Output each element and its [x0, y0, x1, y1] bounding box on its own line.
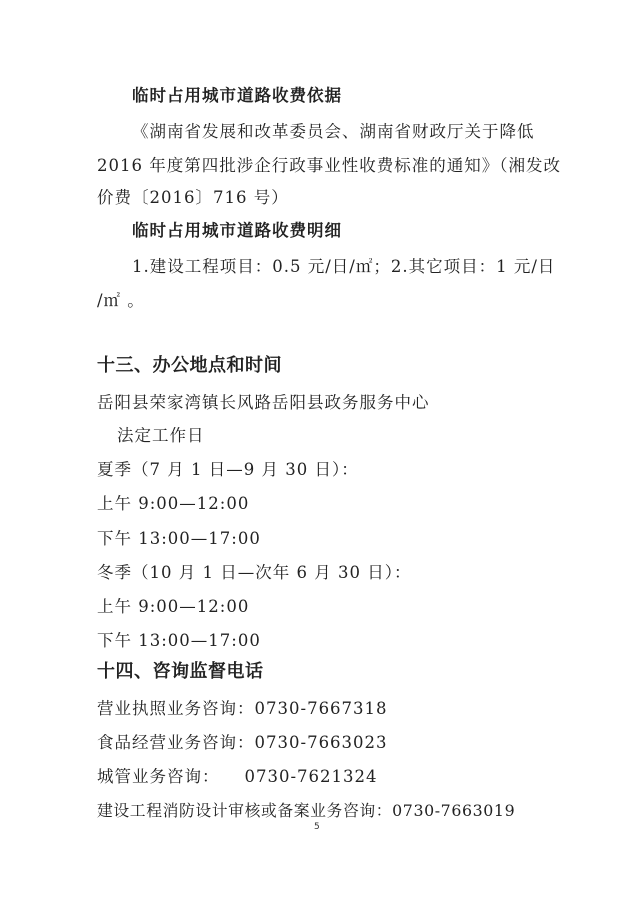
fee-basis-text-line3: 价费〔2016〕716 号）: [97, 188, 289, 207]
fee-basis-text-line2: 2016 年度第四批涉企行政事业性收费标准的通知》（湘发改: [97, 156, 561, 175]
office-section-heading: 十三、办公地点和时间: [97, 355, 282, 376]
winter-afternoon-hours: 下午 13:00—17:00: [97, 631, 261, 650]
fee-detail-text-line2: /㎡ 。: [97, 291, 145, 310]
page-number: 5: [314, 822, 320, 832]
winter-hours-label: 冬季（10 月 1 日—次年 6 月 30 日）：: [97, 563, 412, 582]
summer-morning-hours: 上午 9:00—12:00: [97, 494, 250, 513]
summer-afternoon-hours: 下午 13:00—17:00: [97, 529, 261, 548]
fee-basis-heading: 临时占用城市道路收费依据: [132, 86, 342, 105]
hotline-food-business: 食品经营业务咨询：0730-7663023: [97, 733, 388, 752]
fee-detail-text-line1: 1.建设工程项目：0.5 元/日/㎡；2.其它项目：1 元/日: [132, 257, 556, 276]
hotline-fire-design-review: 建设工程消防设计审核或备案业务咨询：0730-7663019: [97, 801, 516, 820]
hotline-urban-management: 城管业务咨询： 0730-7621324: [97, 767, 378, 786]
fee-basis-text-line1: 《湖南省发展和改革委员会、湖南省财政厅关于降低: [132, 122, 535, 141]
summer-hours-label: 夏季（7 月 1 日—9 月 30 日）：: [97, 460, 359, 479]
fee-detail-heading: 临时占用城市道路收费明细: [132, 221, 342, 240]
office-workdays: 法定工作日: [117, 426, 205, 445]
hotline-business-license: 营业执照业务咨询：0730-7667318: [97, 699, 388, 718]
hotline-section-heading: 十四、咨询监督电话: [97, 661, 264, 682]
office-address: 岳阳县荣家湾镇长风路岳阳县政务服务中心: [97, 393, 430, 412]
winter-morning-hours: 上午 9:00—12:00: [97, 597, 250, 616]
